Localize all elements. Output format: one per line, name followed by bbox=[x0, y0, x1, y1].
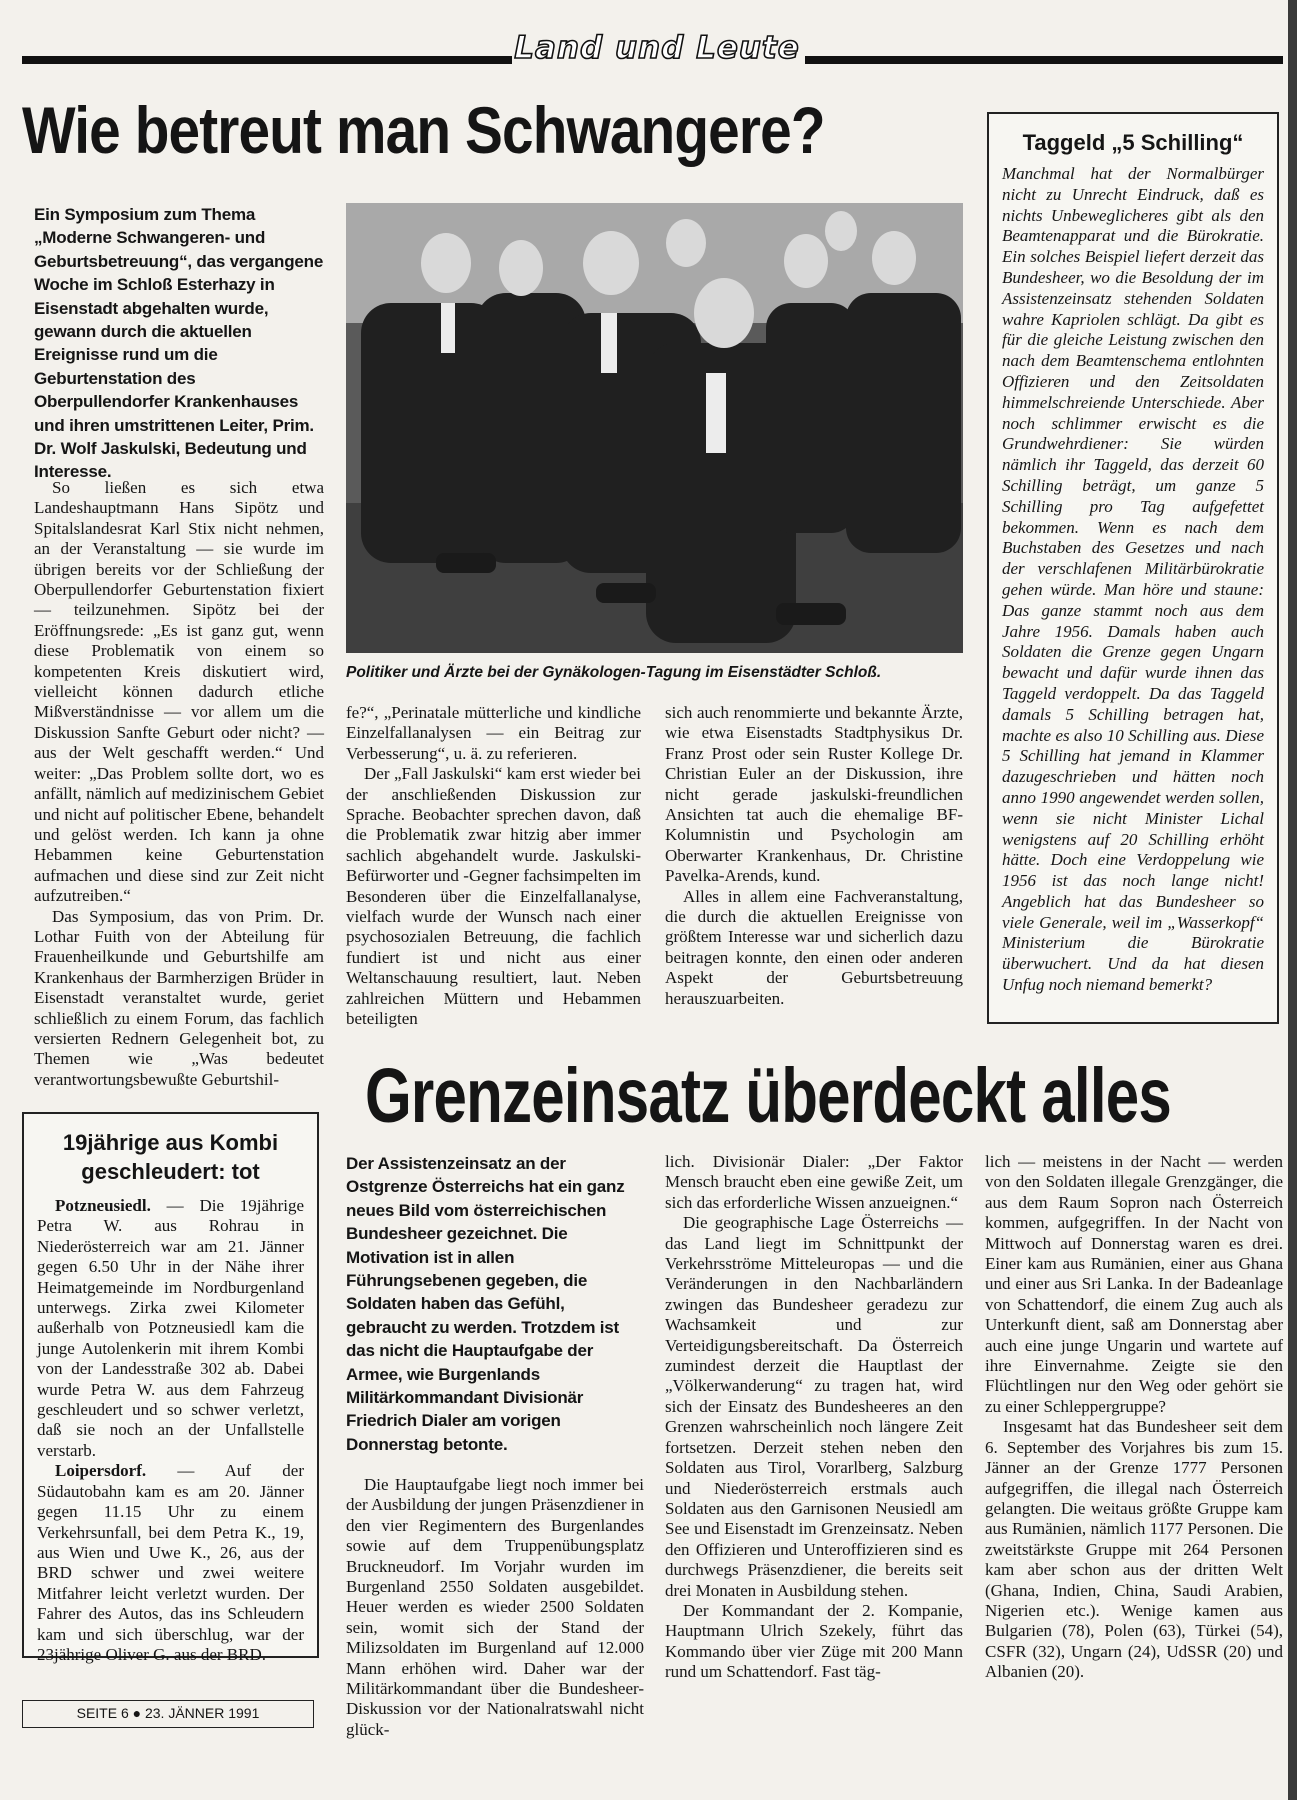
article-column-2 bbox=[346, 703, 641, 1030]
section-title: Land und Leute bbox=[514, 30, 800, 66]
accident-body bbox=[37, 1196, 304, 1665]
audience-photo-image bbox=[346, 203, 963, 653]
accident-place: Potzneusiedl. bbox=[55, 1196, 151, 1215]
article-lead: Ein Symposium zum Thema „Moderne Schwangeren- und Geburtsbetreuung“, das vergangene Woche im Schloß Esterhazy in Eisenstadt abgehalten wurde, gewann durch die aktuellen Ereignisse rund um die Geburtenstation des Oberpullendorfer Krankenhauses und ihren umstrittenen Leiter, Prim. Dr. Wolf Jaskulski, Bedeutung und Interesse. bbox=[34, 205, 324, 482]
article-paragraph: Alles in allem eine Fachveranstaltung, die durch die aktuellen Ereignisse von größtem Interesse war und sicherlich dazu beitragen konnte, den einen oder anderen Aspekt der Geburtsbetreuung herauszuarbeiten. bbox=[665, 886, 963, 1008]
section-rule-right bbox=[805, 56, 1283, 64]
article2-column-1 bbox=[346, 1475, 644, 1740]
photo-caption: Politiker und Ärzte bei der Gynäkologen-Tagung im Eisenstädter Schloß. bbox=[346, 664, 882, 681]
article-paragraph: Die geographische Lage Österreichs — das Land liegt im Schnittpunkt der Verkehrsströme Mitteleuropas — und die Veränderungen in den Nachbarländern zwingen das Bundesheer geradezu zur Wachsamkeit und zur Verteidigungsbereitschaft. Da Österreich zumindest derzeit die Hauptlast der „Völkerwanderung“ zu tragen hat, wird sich der Einsatz des Bundesheeres an den Grenzen wahrscheinlich noch längere Zeit fortsetzen. Derzeit stehen neben den Soldaten aus Tirol, Vorarlberg, Salzburg und Niederösterreich erstmals auch Soldaten aus den Garnisonen Neusiedl am See und Eisenstadt im Grenzeinsatz. Neben den Offizieren und Unteroffizieren sind es durchwegs Präsenzdiener, die bereits seit drei Monaten in Ausbildung stehen. bbox=[665, 1213, 963, 1600]
article-paragraph: Das Symposium, das von Prim. Dr. Lothar Fuith von der Abteilung für Frauenheilkunde und Geburtshilfe am Krankenhaus der Barmherzigen Brüder in Eisenstadt veranstaltet wurde, geriet schließlich zu einem Forum, das fachlich versierten Rednern Gelegenheit bot, zu Themen wie „Was bedeutet verantwortungsbewußte Geburtshil- bbox=[34, 906, 324, 1089]
article-paragraph: lich — meistens in der Nacht — werden von den Soldaten illegale Grenzgänger, die aus dem Raum Sopron nach Österreich kommen, aufgegriffen. In der Nacht von Mittwoch auf Donnerstag waren es drei. Einer kam aus Rumänien, einer aus Ghana und einer aus Sri Lanka. In der Badeanlage von Schattendorf, die einem Zug auch als Unterkunft dient, saß am Donnerstag aber auch eine junge Ungarin und wartete auf ihre Einvernahme. Zeigte sie den Flüchtlingen nur den Weg oder gehört sie zu einer Schleppergruppe? bbox=[985, 1152, 1283, 1416]
page-right-edge bbox=[1288, 0, 1297, 1800]
article2-column-3 bbox=[985, 1152, 1283, 1683]
article2-lead: Der Assistenzeinsatz an der Ostgrenze Österreichs hat ein ganz neues Bild vom österreichischen Bundesheer gezeichnet. Die Motivation ist in allen Führungsebenen gegeben, die Soldaten haben das Gefühl, gebraucht zu werden. Trotzdem ist das nicht die Hauptaufgabe der Armee, wie Burgenlands Militärkommandant Divisionär Friedrich Dialer am vorigen Donnerstag betonte. bbox=[346, 1154, 625, 1454]
accident-paragraph: Loipersdorf. — Auf der Südautobahn kam es am 20. Jänner gegen 11.15 Uhr zu einem Verkehrsunfall, bei dem Petra K., 19, aus Wien und Uwe K., 26, aus der BRD schwer und zwei weitere Mitfahrer leicht verletzt wurden. Der Fahrer des Autos, das ins Schleudern kam und sich überschlug, war der 23jährige Oliver G. aus der BRD. bbox=[37, 1461, 304, 1664]
article-paragraph: sich auch renommierte und bekannte Ärzte, wie etwa Eisenstadts Stadtphysikus Dr. Franz Prost oder sein Ruster Kollege Dr. Christian Euler an der Diskussion, ihre nicht gerade jaskulski-freundlichen Ansichten tat auch die ehemalige BF-Kolumnistin und Psychologin am Oberwarter Krankenhaus, Dr. Christine Pavelka-Arends, kund. bbox=[665, 703, 963, 886]
article-photo bbox=[346, 203, 963, 653]
accident-paragraph: Potzneusiedl. — Die 19jährige Petra W. aus Rohrau in Niederösterreich war am 21. Jänner gegen 6.50 Uhr in der Nähe ihrer Heimatgemeinde im Nordburgenland unterwegs. Zirka zwei Kilometer außerhalb von Potzneusiedl kam die junge Autolenkerin mit ihrem Kombi von der Landesstraße 302 ab. Dabei wurde Petra W. aus dem Fahrzeug geschleudert und so schwer verletzt, daß sie noch an der Unfallstelle verstarb. bbox=[37, 1196, 304, 1460]
article2-headline: Grenzeinsatz überdeckt alles bbox=[365, 1053, 1171, 1139]
article-column-3 bbox=[665, 703, 963, 1009]
article-column-1 bbox=[34, 478, 324, 1090]
accident-title: 19jährige aus Kombi geschleudert: tot bbox=[62, 1130, 279, 1184]
sidebar-title: Taggeld „5 Schilling“ bbox=[1022, 130, 1244, 155]
article2-column-2 bbox=[665, 1152, 963, 1683]
article-paragraph: So ließen es sich etwa Landeshauptmann Hans Sipötz und Spitalslandesrat Karl Stix nicht nehmen, an der Veranstaltung — sie wurde im übrigen bereits vor der Schließung der Oberpullendorfer Geburtenstation fixiert — teilzunehmen. Sipötz bei der Eröffnungsrede: „Es ist ganz gut, wenn diese Problematik von einem so kompetenten Kreis diskutiert wird, vielleicht können dadurch etliche Mißverständnisse — vor allem um die Diskussion Sanfte Geburt oder nicht? — aus der Welt geschafft werden.“ Und weiter: „Das Problem sollte dort, wo es anfällt, nämlich auf medizinischem Gebiet und nicht auf politischer Ebene, behandelt und gelöst werden. Ich kann ja ohne Hebammen keine Geburtenstation aufmachen und diese sind zur Zeit nicht aufzutreiben.“ bbox=[34, 478, 324, 906]
article-paragraph: fe?“, „Perinatale mütterliche und kindliche Einzelfallanalysen — ein Beitrag zur Verbesserung“, u. ä. zu referieren. bbox=[346, 703, 641, 763]
accident-box bbox=[22, 1112, 319, 1664]
page-footer: SEITE 6 ● 23. JÄNNER 1991 bbox=[22, 1700, 314, 1728]
article-paragraph: Die Hauptaufgabe liegt noch immer bei der Ausbildung der jungen Präsenzdiener in den vier Regimentern des Burgenlandes sowie auf dem Truppenübungsplatz Bruckneudorf. Im Vorjahr wurden im Burgenland 2550 Soldaten ausgebildet. Heuer werden es wieder 2500 Soldaten sein, womit sich der Stand der Milizsoldaten im Burgenland auf 12.000 Mann erhöhen wird. Daher war der Militärkommandant über die Bundesheer-Diskussion vor der Nationalratswahl nicht glück- bbox=[346, 1475, 644, 1739]
sidebar-body: Manchmal hat der Normalbürger nicht zu Unrecht Eindruck, daß es nichts Unbeweglicheres gibt als den Beamtenapparat und die Bürokratie. Ein solches Beispiel liefert derzeit das Bundesheer, wo die Besoldung der im Assistenzeinsatz stehenden Soldaten wahre Kapriolen schlägt. Da gibt es für die gleiche Leistung zwischen den nach dem Beamtenschema entlohnten Offizieren und den Zeitsoldaten himmelschreiende Unterschiede. Aber noch schlimmer erwischt es die Grundwehrdiener: Sie würden nämlich ihr Taggeld, das derzeit 60 Schilling beträgt, um ganze 5 Schilling pro Tag aufgefettet bekommen. Wenn es nach dem Buchstaben des Gesetzes und nach der verschlafenen Militärbürokratie gehen würde. Man höre und staune: Das ganze stammt noch aus dem Jahre 1956. Damals haben auch Soldaten die Grenze gegen Ungarn bewacht und dafür wurde ihnen das Taggeld verdoppelt. Da das Taggeld damals 5 Schilling betragen hat, machte es also 10 Schilling aus. Diese 5 Schilling hat jemand in Klammer dazugeschrieben und hätten noch anno 1990 angewendet werden sollen, wenn sie nicht Minister Lichal wenigstens auf 20 Schilling erhöht hätte. Doch eine Verdoppelung wie 1956 ist das noch lange nicht! Angeblich hat das Bundesheer so viele Generale, weil im „Wasserkopf“ Ministerium die Bürokratie überwuchert. Und da hat diesen Unfug noch niemand bemerkt? bbox=[1002, 164, 1264, 995]
accident-place: Loipersdorf. bbox=[55, 1461, 147, 1481]
section-rule-left bbox=[22, 56, 512, 64]
article-paragraph: lich. Divisionär Dialer: „Der Faktor Mensch braucht eben eine gewiße Zeit, um sich das erforderliche Wissen anzueignen.“ bbox=[665, 1152, 963, 1212]
sidebar-box bbox=[987, 112, 1279, 1024]
article-paragraph: Der „Fall Jaskulski“ kam erst wieder bei der anschließenden Diskussion zur Sprache. Beobachter sprechen davon, daß die Problematik zwar hitzig aber immer sachlich abgehandelt wurde. Jaskulski-Befürworter und -Gegner fachsimpelten im Besonderen über die Einzelfallanalyse, vielfach wurde der Wunsch nach einer psychosozialen Betreuung, die fachlich fundiert ist und nicht aus einer Weltanschauung resultiert, laut. Neben zahlreichen Müttern und Hebammen beteiligten bbox=[346, 764, 641, 1029]
article-headline: Wie betreut man Schwangere? bbox=[22, 93, 825, 167]
article-paragraph: Der Kommandant der 2. Kompanie, Hauptmann Ulrich Szekely, führt das Kommando über vier Züge mit 200 Mann rund um Schattendorf. Fast täg- bbox=[665, 1600, 963, 1682]
article-paragraph: Insgesamt hat das Bundesheer seit dem 6. September des Vorjahres bis zum 15. Jänner an der Grenze 1777 Personen aufgegriffen, die illegal nach Österreich gelangten. Die weitaus größte Gruppe kam aus Rumänien, nämlich 1177 Personen. Die zweitstärkste Gruppe mit 264 Personen kam aber schon aus der dritten Welt (Ghana, Indien, China, Saudi Arabien, Nigerien etc.). Wenige kamen aus Bulgarien (78), Polen (63), Türkei (54), CSFR (32), Ungarn (24), UdSSR (20) und Albanien (20). bbox=[985, 1417, 1283, 1682]
